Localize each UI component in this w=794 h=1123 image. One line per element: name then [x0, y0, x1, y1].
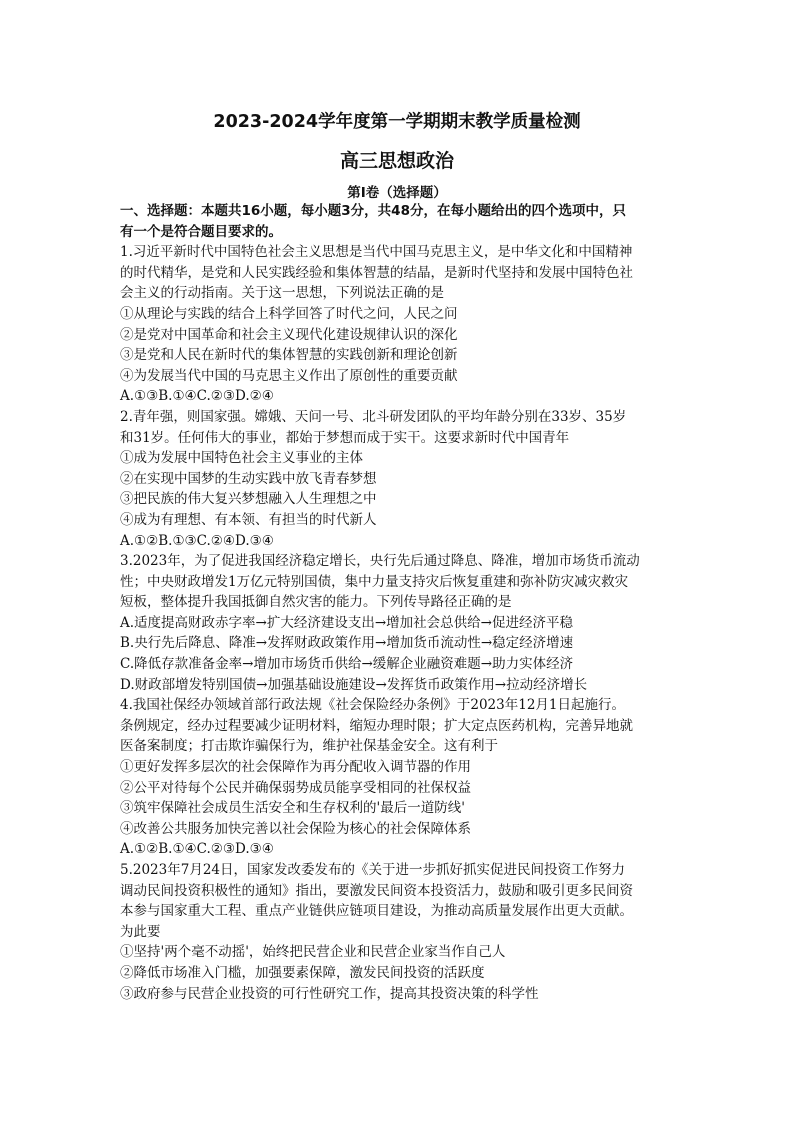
question-2-options: A.①②B.①③C.②④D.③④: [120, 532, 274, 549]
question-1-stem: 的时代精华，是党和人民实践经验和集体智慧的结晶，是新时代坚持和发展中国特色社: [120, 264, 633, 281]
section-instruction-line: 一、选择题：本题共16小题，每小题3分，共48分，在每小题给出的四个选项中，只: [120, 203, 626, 219]
question-1-statement: ①从理论与实践的结合上科学回答了时代之问，人民之问: [120, 305, 458, 322]
question-5-stem: 为此要: [120, 923, 161, 940]
question-1-statement: ②是党对中国革命和社会主义现代化建设规律认识的深化: [120, 326, 458, 343]
question-2-statement: ①成为发展中国特色社会主义事业的主体: [120, 450, 363, 467]
question-4-stem: 4.我国社保经办领域首部行政法规《社会保险经办条例》于2023年12月1日起施行。: [120, 697, 626, 714]
question-2-statement: ④成为有理想、有本领、有担当的时代新人: [120, 511, 377, 528]
question-content: [120, 201, 690, 1004]
exam-title: 2023-2024学年度第一学期期末教学质量检测: [213, 112, 581, 132]
question-4-stem: 条例规定，经办过程要减少证明材料，缩短办理时限；扩大定点医药机构，完善异地就: [120, 717, 633, 734]
question-1-options: A.①③B.①④C.②③D.②④: [120, 388, 274, 405]
question-5-stem: 本参与国家重大工程、重点产业链供应链项目建设，为推动高质量发展作出更大贡献。: [120, 903, 633, 920]
question-1-statement: ④为发展当代中国的马克思主义作出了原创性的重要贡献: [120, 367, 458, 384]
question-3-option-d: D.财政部增发特别国债→加强基础设施建设→发挥货币政策作用→拉动经济增长: [120, 676, 588, 693]
question-4-statement: ③筑牢保障社会成员生活安全和生存权利的'最后一道防线': [120, 800, 465, 817]
question-5-stem: 5.2023年7月24日，国家发改委发布的《关于进一步抓好抓实促进民间投资工作努力: [120, 862, 626, 878]
question-5-statement: ③政府参与民营企业投资的可行性研究工作，提高其投资决策的科学性: [120, 985, 539, 1002]
subject-title: 高三思想政治: [339, 150, 454, 172]
question-2-stem: 2.青年强，则国家强。嫦娥、天问一号、北斗研发团队的平均年龄分别在33岁、35岁: [120, 408, 627, 425]
question-4-statement: ④改善公共服务加快完善以社会保险为核心的社会保障体系: [120, 820, 471, 837]
question-1-stem: 1.习近平新时代中国特色社会主义思想是当代中国马克思主义，是中华文化和中国精神: [120, 244, 633, 261]
question-3-option-a: A.适度提高财政赤字率→扩大经济建设支出→增加社会总供给→促进经济平稳: [120, 614, 573, 631]
question-3-option-c: C.降低存款准备金率→增加市场货币供给→缓解企业融资难题→助力实体经济: [120, 656, 574, 673]
question-2-statement: ③把民族的伟大复兴梦想融入人生理想之中: [120, 491, 377, 508]
question-5-statement: ②降低市场准入门槛，加强要素保障，激发民间投资的活跃度: [120, 964, 485, 981]
question-1-statement: ③是党和人民在新时代的集体智慧的实践创新和理论创新: [120, 347, 458, 364]
section-title: 第Ⅰ卷（选择题）: [347, 185, 447, 201]
question-3-stem: 短板，整体提升我国抵御自然灾害的能力。下列传导路径正确的是: [120, 594, 512, 611]
question-4-statement: ①更好发挥多层次的社会保障作为再分配收入调节器的作用: [120, 759, 471, 776]
question-4-stem: 医备案制度；打击欺诈骗保行为，维护社保基金安全。这有利于: [120, 738, 498, 755]
question-3-stem: 3.2023年，为了促进我国经济稳定增长，央行先后通过降息、降准，增加市场货币流动: [120, 553, 640, 570]
question-2-statement: ②在实现中国梦的生动实践中放飞青春梦想: [120, 470, 377, 487]
section-instruction-line: 有一个是符合题目要求的。: [120, 223, 282, 240]
question-5-stem: 调动民间投资积极性的通知》指出，要激发民间资本投资活力，鼓励和吸引更多民间资: [120, 882, 633, 899]
question-1-stem: 会主义的行动指南。关于这一思想，下列说法正确的是: [120, 285, 444, 302]
question-3-stem: 性；中央财政增发1万亿元特别国债，集中力量支持灾后恢复重建和弥补防灾减灾救灾: [120, 573, 629, 590]
question-4-options: A.①②B.①④C.②③D.③④: [120, 841, 274, 858]
question-5-statement: ①坚持'两个毫不动摇'，始终把民营企业和民营企业家当作自己人: [120, 944, 506, 961]
question-3-option-b: B.央行先后降息、降准→发挥财政政策作用→增加货币流动性→稳定经济增速: [120, 635, 574, 652]
question-4-statement: ②公平对待每个公民并确保弱势成员能享受相同的社保权益: [120, 779, 471, 796]
question-2-stem: 和31岁。任何伟大的事业，都始于梦想而成于实干。这要求新时代中国青年: [120, 429, 570, 446]
